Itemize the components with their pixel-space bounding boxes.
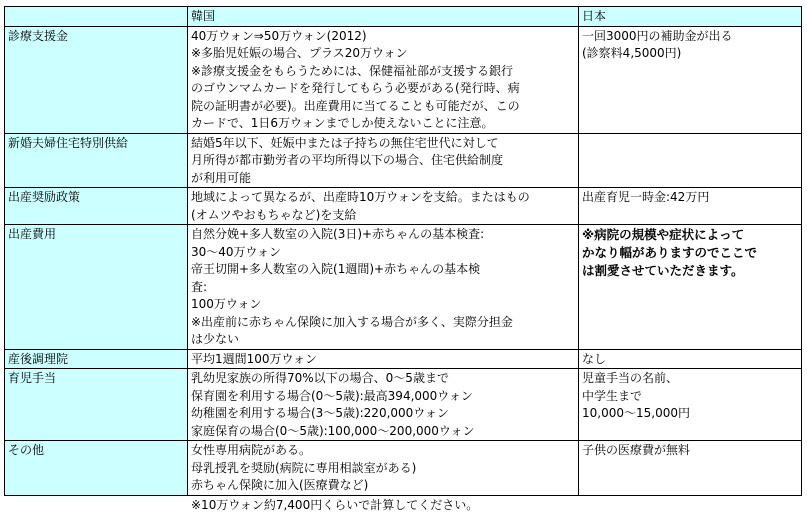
comparison-table <box>4 6 802 496</box>
cell-line: カードで、1日6万ウォンまでしか使えないことに注意。 <box>191 116 494 130</box>
cell-line: 院の証明書が必要)。出産費用に当てることも可能だが、この <box>191 98 520 113</box>
cell-line: 結婚5年以下、妊娠中または子持ちの無住宅世代に対して <box>191 135 499 150</box>
korea-cell <box>188 26 579 133</box>
table-row-postnatal-care <box>5 349 802 369</box>
cell-line: 女性専用病院がある。 <box>191 443 312 457</box>
cell-line: は割愛させていただきます。 <box>582 263 744 278</box>
cell-line: なし <box>582 351 607 366</box>
cell-line: 平均1週間100万ウォン <box>191 351 318 366</box>
japan-cell <box>579 188 802 225</box>
header-cell-empty <box>5 7 188 27</box>
cell-line: 中学生まで <box>582 388 643 403</box>
cell-line: かなり幅がありますのでここで <box>582 245 758 260</box>
cell-line: 査: <box>191 279 208 294</box>
table-row-birth-cost <box>5 225 802 350</box>
row-label: 産後調理院 <box>5 349 188 369</box>
row-label: 出産費用 <box>5 225 188 350</box>
cell-line: 地域によって異なるが、出産時10万ウォンを支給。またはもの <box>191 190 530 204</box>
cell-line: (診察料4,5000円) <box>582 46 682 60</box>
cell-line: ※多胎児妊娠の場合、プラス20万ウォン <box>191 46 408 60</box>
cell-line: 出産育児一時金:42万円 <box>582 190 710 204</box>
cell-line: 児童手当の名前、 <box>582 371 679 385</box>
cell-line: 母乳授乳を奨励(病院に専用相談室がある) <box>191 460 417 475</box>
header-cell-japan: 日本 <box>579 7 802 27</box>
korea-cell <box>188 369 579 441</box>
cell-line: 一回3000円の補助金が出る <box>582 28 733 43</box>
cell-line: 自然分娩+多人数室の入院(3日)+赤ちゃんの基本検査: <box>191 227 485 241</box>
table-row-birth-incentive <box>5 188 802 225</box>
table-row-housing <box>5 133 802 188</box>
japan-cell <box>579 441 802 496</box>
table-row-other <box>5 441 802 496</box>
footnote: ※10万ウォン約7,400円くらいで計算してください。 <box>191 498 479 512</box>
korea-cell <box>188 349 579 369</box>
header-cell-korea: 韓国 <box>188 7 579 27</box>
cell-line: 家庭保育の場合(0〜5歳):100,000〜200,000ウォン <box>191 423 475 438</box>
row-label: 育児手当 <box>5 369 188 441</box>
japan-cell <box>579 26 802 133</box>
korea-cell <box>188 441 579 496</box>
cell-line: ※診療支援金をもらうためには、保健福祉部が支援する銀行 <box>191 63 514 78</box>
korea-cell <box>188 225 579 350</box>
row-label: その他 <box>5 441 188 496</box>
cell-line: 乳幼児家族の所得70%以下の場合、0〜5歳まで <box>191 371 449 385</box>
cell-line: は少ない <box>191 332 240 346</box>
cell-line: が利用可能 <box>191 170 252 185</box>
cell-line: 保育園を利用する場合(0〜5歳):最高394,000ウォン <box>191 388 473 403</box>
japan-cell <box>579 349 802 369</box>
korea-cell <box>188 133 579 188</box>
row-label: 出産奨励政策 <box>5 188 188 225</box>
japan-cell <box>579 133 802 188</box>
cell-line: 40万ウォン⇒50万ウォン(2012) <box>191 28 367 43</box>
japan-cell <box>579 369 802 441</box>
header-row <box>5 7 802 27</box>
cell-line: ※病院の規模や症状によって <box>582 227 745 242</box>
japan-cell <box>579 225 802 350</box>
cell-line: 子供の医療費が無料 <box>582 443 691 457</box>
cell-line: 10,000〜15,000円 <box>582 406 690 420</box>
cell-line: 幼稚園を利用する場合(3〜5歳):220,000ウォン <box>191 406 449 420</box>
cell-line: 赤ちゃん保険に加入(医療費など) <box>191 478 369 492</box>
cell-line: 30〜40万ウォン <box>191 244 282 259</box>
cell-line: ※出産前に赤ちゃん保険に加入する場合が多く、実際分担金 <box>191 314 513 329</box>
korea-cell <box>188 188 579 225</box>
row-label: 診療支援金 <box>5 26 188 133</box>
cell-line: のゴウンマムカードを発行してもらう必要がある(発行時、病 <box>191 81 520 95</box>
cell-line: 月所得が都市勤労者の平均所得以下の場合、住宅供給制度 <box>191 153 504 167</box>
cell-line: (オムツやおもちゃなど)を支給 <box>191 207 357 222</box>
cell-line: 帝王切開+多人数室の入院(1週間)+赤ちゃんの基本検 <box>191 262 481 276</box>
table-row-childcare-allowance <box>5 369 802 441</box>
table-row-medical-support <box>5 26 802 133</box>
cell-line: 100万ウォン <box>191 297 262 311</box>
row-label: 新婚夫婦住宅特別供給 <box>5 133 188 188</box>
